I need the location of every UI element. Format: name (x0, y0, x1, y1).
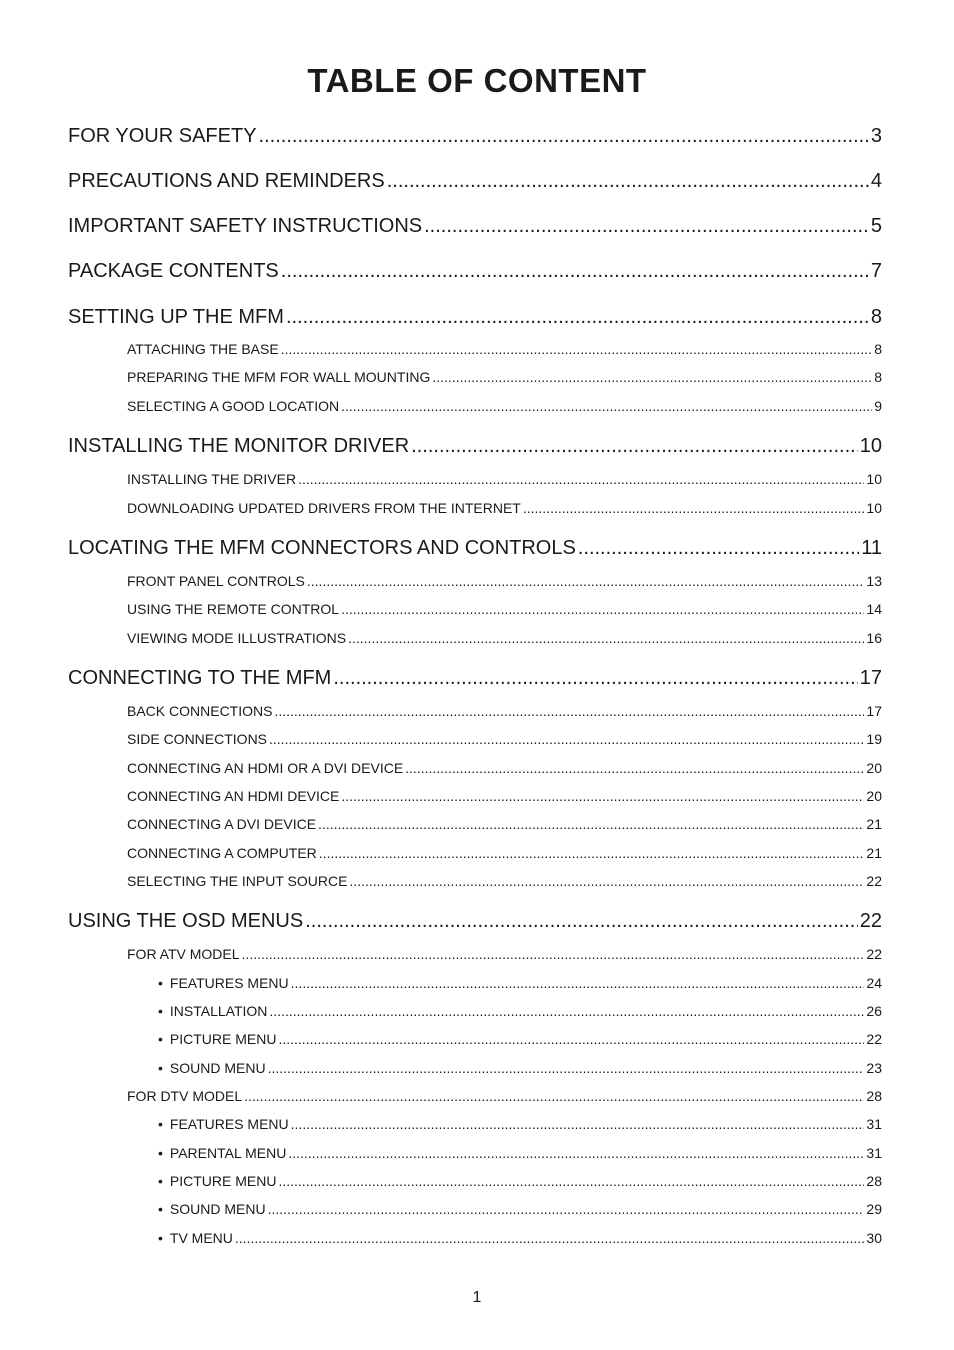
toc-entry-page: 30 (866, 1230, 882, 1246)
bullet-icon: • (158, 1201, 163, 1217)
toc-entry[interactable] (127, 758, 882, 778)
toc-entry-page: 17 (859, 667, 882, 689)
toc-entry-label: INSTALLING THE MONITOR DRIVER (68, 435, 410, 457)
dot-leader (281, 339, 873, 359)
toc-entry-page: 17 (866, 703, 882, 719)
toc-entry[interactable] (127, 814, 882, 834)
toc-entry-label: SELECTING A GOOD LOCATION (127, 398, 340, 414)
dot-leader (523, 498, 865, 518)
bullet-icon: • (158, 1173, 163, 1189)
toc-entry-page: 29 (866, 1201, 882, 1217)
toc-entry-page: 22 (859, 910, 882, 932)
toc-entry-page: 9 (874, 398, 882, 414)
bullet-icon: • (158, 1060, 163, 1076)
toc-entry-label: SELECTING THE INPUT SOURCE (127, 873, 348, 889)
dot-leader (268, 1199, 865, 1219)
toc-entry-page: 20 (866, 760, 882, 776)
toc-entry-label: CONNECTING AN HDMI OR A DVI DEVICE (127, 760, 404, 776)
toc-entry-page: 8 (870, 306, 882, 328)
toc-entry-label: USING THE OSD MENUS (68, 910, 304, 932)
toc-entry[interactable] (127, 367, 882, 387)
bullet-icon: • (158, 975, 163, 991)
toc-entry-label: LOCATING THE MFM CONNECTORS AND CONTROLS (68, 537, 576, 559)
toc-entry[interactable] (68, 433, 882, 459)
toc-entry-label: CONNECTING AN HDMI DEVICE (127, 788, 340, 804)
dot-leader (349, 871, 864, 891)
dot-leader (274, 701, 864, 721)
toc-entry-label: ATTACHING THE BASE (127, 341, 279, 357)
toc-entry-label: DOWNLOADING UPDATED DRIVERS FROM THE INTERNET (127, 500, 521, 516)
toc-entry-page: 4 (870, 170, 882, 192)
bullet-icon: • (158, 1031, 163, 1047)
toc-entry[interactable] (68, 908, 882, 934)
toc-entry[interactable] (158, 1171, 882, 1191)
toc-entry-page: 28 (866, 1173, 882, 1189)
toc-entry-page: 13 (866, 573, 882, 589)
toc-entry[interactable] (68, 535, 882, 561)
dot-leader (268, 1058, 865, 1078)
toc-entry-label: INSTALLATION (169, 1003, 268, 1019)
dot-leader (244, 1086, 864, 1106)
toc-entry[interactable] (127, 944, 882, 964)
toc-entry[interactable] (68, 213, 882, 239)
dot-leader (578, 535, 859, 561)
toc-entry-label: FEATURES MENU (169, 975, 289, 991)
dot-leader (411, 433, 858, 459)
bullet-icon: • (158, 1116, 163, 1132)
toc-entry-label: VIEWING MODE ILLUSTRATIONS (127, 630, 347, 646)
toc-entry[interactable] (127, 571, 882, 591)
toc-entry[interactable] (68, 304, 882, 330)
toc-entry[interactable] (68, 258, 882, 284)
toc-entry[interactable] (127, 729, 882, 749)
toc-entry[interactable] (127, 339, 882, 359)
toc-entry-page: 31 (866, 1116, 882, 1132)
toc-entry-page: 10 (866, 471, 882, 487)
toc-entry-page: 11 (861, 537, 882, 559)
toc-entry-label: PICTURE MENU (169, 1031, 277, 1047)
page-title: TABLE OF CONTENT (307, 62, 647, 99)
toc-entry-label: FRONT PANEL CONTROLS (127, 573, 305, 589)
toc-entry-page: 23 (866, 1060, 882, 1076)
dot-leader (281, 258, 869, 284)
toc-entry[interactable] (68, 168, 882, 194)
bullet-icon: • (158, 1230, 163, 1246)
toc-entry-page: 22 (866, 946, 882, 962)
toc-entry-label: SOUND MENU (169, 1060, 266, 1076)
toc-entry-page: 3 (870, 125, 882, 147)
dot-leader (387, 168, 869, 194)
dot-leader (286, 304, 869, 330)
toc-entry[interactable] (127, 599, 882, 619)
toc-entry-label: FEATURES MENU (169, 1116, 289, 1132)
toc-entry-page: 19 (866, 731, 882, 747)
dot-leader (291, 973, 865, 993)
toc-entry-label: BACK CONNECTIONS (127, 703, 273, 719)
dot-leader (432, 367, 872, 387)
toc-entry-page: 31 (866, 1145, 882, 1161)
dot-leader (341, 396, 872, 416)
dot-leader (305, 908, 858, 934)
toc-entry-label: FOR DTV MODEL (127, 1088, 243, 1104)
dot-leader (288, 1143, 864, 1163)
dot-leader (278, 1029, 864, 1049)
dot-leader (269, 729, 864, 749)
toc-entry-page: 28 (866, 1088, 882, 1104)
toc-entry[interactable] (158, 1199, 882, 1219)
toc-entry[interactable] (127, 498, 882, 518)
dot-leader (298, 469, 864, 489)
toc-entry-label: IMPORTANT SAFETY INSTRUCTIONS (68, 215, 423, 237)
toc-entry-label: CONNECTING A DVI DEVICE (127, 816, 317, 832)
bullet-icon: • (158, 1003, 163, 1019)
dot-leader (348, 628, 864, 648)
toc-entry-page: 24 (866, 975, 882, 991)
toc-entry-label: PACKAGE CONTENTS (68, 260, 279, 282)
dot-leader (424, 213, 869, 239)
toc-entry-label: TV MENU (169, 1230, 233, 1246)
toc-entry[interactable] (158, 1228, 882, 1248)
toc-entry[interactable] (127, 628, 882, 648)
toc-entry-page: 21 (866, 845, 882, 861)
toc-entry-label: INSTALLING THE DRIVER (127, 471, 297, 487)
toc-entry-label: PARENTAL MENU (169, 1145, 287, 1161)
dot-leader (318, 814, 864, 834)
toc-entry-page: 26 (866, 1003, 882, 1019)
dot-leader (319, 843, 865, 863)
toc-entry-label: SIDE CONNECTIONS (127, 731, 268, 747)
toc-entry-page: 22 (866, 1031, 882, 1047)
bullet-icon: • (158, 1145, 163, 1161)
toc-entry-page: 10 (859, 435, 882, 457)
toc-entry-page: 22 (866, 873, 882, 889)
toc-entry[interactable] (127, 871, 882, 891)
toc-entry-label: CONNECTING TO THE MFM (68, 667, 332, 689)
toc-entry-page: 5 (870, 215, 882, 237)
toc-entry-label: PICTURE MENU (169, 1173, 277, 1189)
toc-entry[interactable] (158, 1058, 882, 1078)
toc-entry[interactable] (127, 701, 882, 721)
toc-entry[interactable] (68, 123, 882, 149)
toc-entry[interactable] (127, 1086, 882, 1106)
toc-entry-page: 7 (870, 260, 882, 282)
dot-leader (405, 758, 864, 778)
toc-entry[interactable] (127, 396, 882, 416)
toc-entry[interactable] (127, 786, 882, 806)
dot-leader (278, 1171, 864, 1191)
toc-entry[interactable] (127, 469, 882, 489)
toc-entry[interactable] (127, 843, 882, 863)
dot-leader (291, 1114, 865, 1134)
toc-entry[interactable] (158, 1001, 882, 1021)
dot-leader (341, 599, 864, 619)
page-number: 1 (472, 1289, 482, 1306)
dot-leader (259, 123, 869, 149)
toc-entry-label: PRECAUTIONS AND REMINDERS (68, 170, 385, 192)
toc-entry-page: 16 (866, 630, 882, 646)
toc-entry-label: FOR ATV MODEL (127, 946, 240, 962)
dot-leader (333, 665, 857, 691)
toc-entry[interactable] (158, 973, 882, 993)
dot-leader (242, 944, 865, 964)
toc-entry-label: USING THE REMOTE CONTROL (127, 601, 340, 617)
toc-entry-page: 8 (874, 341, 882, 357)
toc-entry[interactable] (68, 665, 882, 691)
dot-leader (307, 571, 865, 591)
toc-entry[interactable] (158, 1029, 882, 1049)
toc-entry-label: SOUND MENU (169, 1201, 266, 1217)
toc-entry[interactable] (158, 1114, 882, 1134)
toc-entry-page: 14 (866, 601, 882, 617)
toc-entry[interactable] (158, 1143, 882, 1163)
toc-entry-page: 8 (874, 369, 882, 385)
toc-entry-label: PREPARING THE MFM FOR WALL MOUNTING (127, 369, 431, 385)
toc-entry-label: SETTING UP THE MFM (68, 306, 284, 328)
toc-entry-page: 10 (866, 500, 882, 516)
toc-entry-page: 21 (866, 816, 882, 832)
toc-entry-page: 20 (866, 788, 882, 804)
dot-leader (341, 786, 864, 806)
toc-entry-label: FOR YOUR SAFETY (68, 125, 257, 147)
dot-leader (235, 1228, 865, 1248)
dot-leader (269, 1001, 864, 1021)
toc-entry-label: CONNECTING A COMPUTER (127, 845, 317, 861)
